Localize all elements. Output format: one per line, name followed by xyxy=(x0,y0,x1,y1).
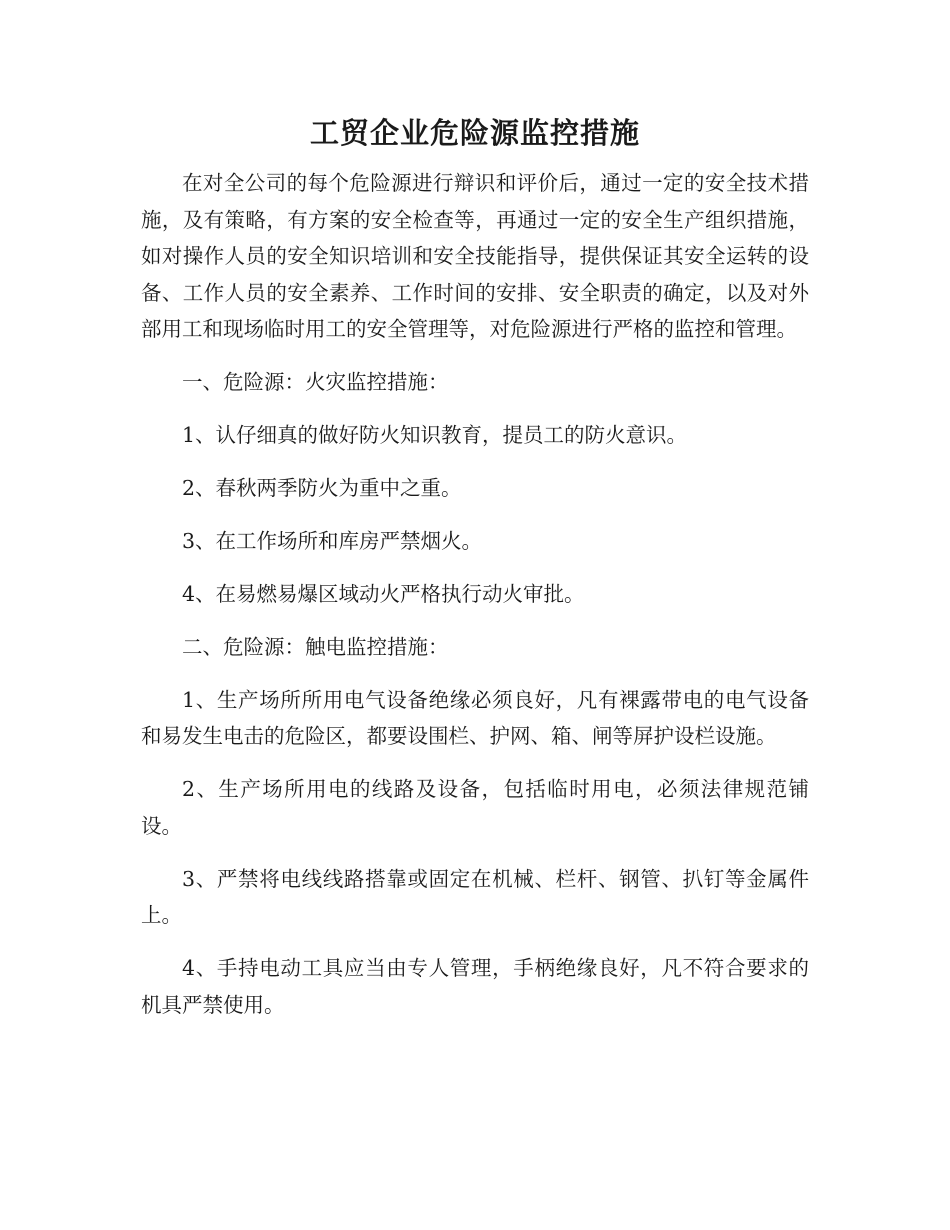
electric-measure-4: 4、手持电动工具应当由专人管理，手柄绝缘良好，凡不符合要求的机具严禁使用。 xyxy=(141,956,809,1017)
electric-measure-2: 2、生产场所用电的线路及设备，包括临时用电，必须法律规范铺设。 xyxy=(141,777,809,838)
section-heading-fire: 一、危险源：火灾监控措施： xyxy=(182,369,449,394)
document-title: 工贸企业危险源监控措施 xyxy=(309,116,640,150)
fire-measure-1: 1、认仔细真的做好防火知识教育，提员工的防火意识。 xyxy=(182,422,688,447)
fire-measure-4: 4、在易燃易爆区域动火严格执行动火审批。 xyxy=(182,581,585,606)
fire-measure-3: 3、在工作场所和库房严禁烟火。 xyxy=(182,528,483,553)
fire-measure-2: 2、春秋两季防火为重中之重。 xyxy=(182,475,462,500)
intro-paragraph: 在对全公司的每个危险源进行辩识和评价后，通过一定的安全技术措施，及有策略，有方案的安全检查等，再通过一定的安全生产组织措施，如对操作人员的安全知识培训和安全技能指导，提供保证其安全运转的设备、工作人员的安全素养、工作时间的安排、安全职责的确定，以及对外部用工和现场临时用工的安全管理等，对危险源进行严格的监控和管理。 xyxy=(141,171,809,341)
document-body xyxy=(141,165,809,1023)
electric-measure-3: 3、严禁将电线线路搭靠或固定在机械、栏杆、钢管、扒钉等金属件上。 xyxy=(141,866,809,927)
electric-measure-1: 1、生产场所所用电气设备绝缘必须良好，凡有裸露带电的电气设备和易发生电击的危险区，都要设围栏、护网、箱、闸等屏护设栏设施。 xyxy=(141,687,809,748)
section-heading-electric: 二、危险源：触电监控措施： xyxy=(182,634,449,659)
